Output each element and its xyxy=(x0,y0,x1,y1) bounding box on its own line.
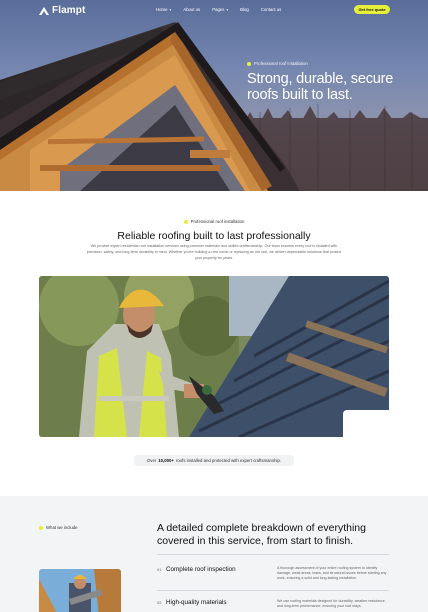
divider xyxy=(157,554,389,555)
roof-logo-icon xyxy=(39,6,49,15)
divider xyxy=(157,590,389,591)
includes-section xyxy=(0,496,428,612)
roofer-at-work-image xyxy=(39,276,389,437)
feature-number: 02 xyxy=(157,600,162,605)
intro-tag: Professional roof installation xyxy=(0,219,428,224)
feature-number: 01 xyxy=(157,567,162,572)
stat-number: 10,000+ xyxy=(158,458,174,463)
accent-dot-icon xyxy=(247,62,251,66)
get-quote-button[interactable]: Get free quote xyxy=(354,5,390,14)
hero-tag: Professional roof installation xyxy=(247,61,308,66)
accent-dot-icon xyxy=(184,220,188,224)
chevron-down-icon: ▾ xyxy=(226,7,229,12)
nav-item-home[interactable]: Home ▾ xyxy=(156,7,172,12)
stat-pill: Over 10,000+ roofs installed and protected with expert craftsmanship. xyxy=(134,455,294,466)
feature-description: We use roofing materials designed for durability, weather resistance, and long-term performance, ensuring your roof stays xyxy=(277,599,386,609)
brand-logo[interactable] xyxy=(39,5,85,16)
chevron-down-icon: ▾ xyxy=(169,7,172,12)
roofer-inspection-image xyxy=(39,569,121,612)
feature-name: Complete roof inspection xyxy=(166,566,236,573)
hero-section xyxy=(0,0,428,191)
includes-tag: What we include xyxy=(39,525,78,530)
roofer-photo xyxy=(39,276,389,437)
nav-item-contact[interactable]: Contact us xyxy=(260,7,282,12)
intro-description: We provide expert residential roof installation services using premium materials and skilled craftsmanship. Our team ensures every roof is installed with precision, safety, and long-term durability in mind. Whether you're building a new home or replacing an old roof, we deliver dependable solutions that protect your property for years. xyxy=(86,244,342,260)
photo-corner-cutout xyxy=(343,410,393,440)
nav-item-blog[interactable]: Blog xyxy=(240,7,249,12)
nav-menu xyxy=(156,7,281,12)
brand-name: Flampt xyxy=(52,5,86,16)
feature-description: A thorough assessment of your entire roofing system to identify damage, weak areas, leaks, and structural issues before starting any work, ensuring a solid and long-lasting installation. xyxy=(277,566,387,581)
feature-name: High-quality materials xyxy=(166,599,227,606)
accent-dot-icon xyxy=(39,526,43,530)
top-navigation xyxy=(0,0,428,20)
nav-item-about[interactable]: About us xyxy=(183,7,201,12)
intro-section xyxy=(0,191,428,496)
includes-photo xyxy=(39,569,121,612)
intro-title: Reliable roofing built to last professionally xyxy=(117,230,311,242)
includes-title: A detailed complete breakdown of everything covered in this service, from start to finish. xyxy=(157,522,366,547)
nav-item-pages[interactable]: Pages ▾ xyxy=(212,7,229,12)
hero-title: Strong, durable, secure roofs built to last. xyxy=(247,71,394,103)
